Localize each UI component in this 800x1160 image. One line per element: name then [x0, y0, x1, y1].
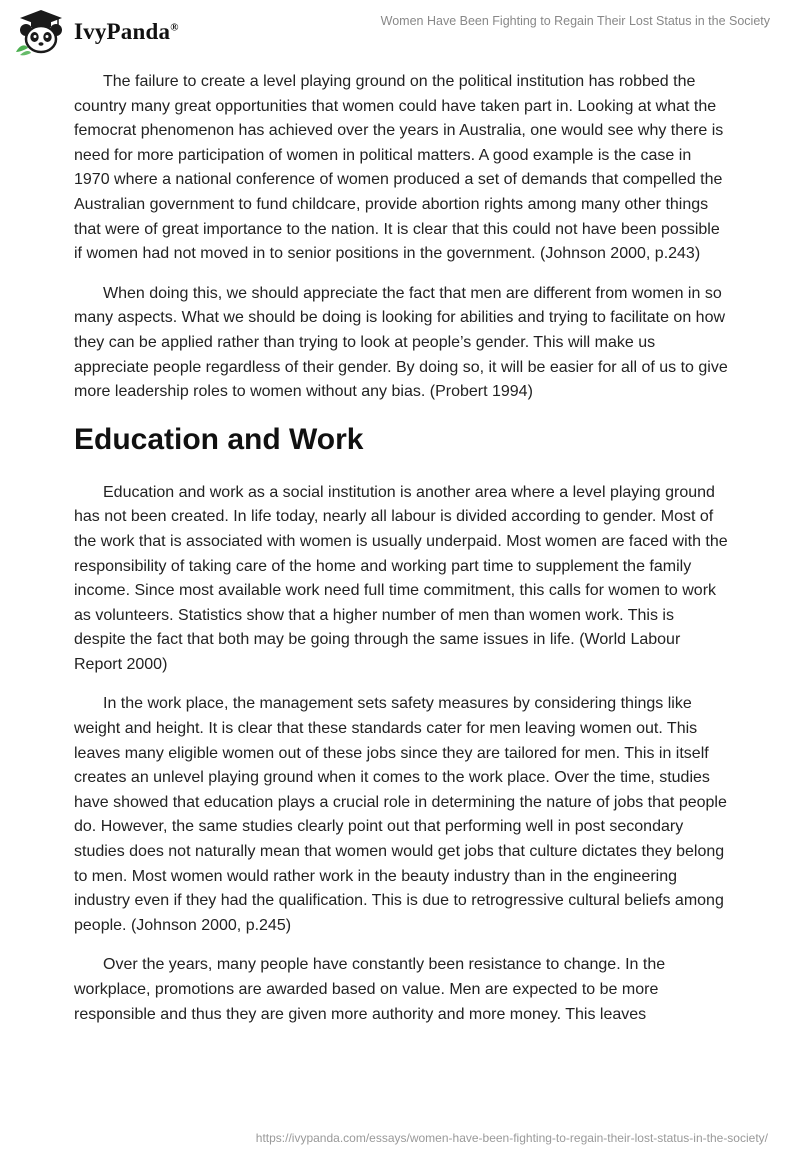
section-heading: Education and Work: [74, 422, 364, 456]
brand-name-text: IvyPanda: [74, 19, 171, 44]
panda-graduate-icon: [14, 8, 68, 56]
brand-logo[interactable]: [14, 8, 179, 56]
paragraph: Education and work as a social institution is another area where a level playing ground has not been created. In life today, nearly all labour is divided according to gender. Most of the work that is associated with women is usually underpaid. Most women are faced with the responsibility of taking care of the home and working part time to supplement the family income. Since most available work need full time commitment, this calls for women to work as volunteers. Statistics show that a higher number of men than women work. This is despite the fact that both may be going through the same issues in life. (World Labour Report 2000): [74, 483, 728, 673]
paragraph: The failure to create a level playing ground on the political institution has robbed the country many great opportunities that women could have taken part in. Looking at what the femocrat phenomenon has achieved over the years in Australia, one would see why there is need for more participation of women in political matters. A good example is the case in 1970 where a national conference of women produced a set of demands that compelled the Australian government to fund childcare, provide abortion rights among many other things that were of great importance to the nation. It is clear that this could not have been possible if women had not moved in to senior positions in the government. (Johnson 2000, p.243): [74, 73, 724, 263]
paragraph: In the work place, the management sets safety measures by considering things like weight and height. It is clear that these standards cater for men leaving women out. This leaves many eligible women out of these jobs since they are tailored for men. This in itself creates an unlevel playing ground when it comes to the work place. Over the time, studies have showed that education plays a crucial role in determining the nature of jobs that people do. However, the same studies clearly point out that performing well in post secondary studies does not naturally mean that women would get jobs that culture dictates they belong to men. Most women would rather work in the beauty industry than in the engineering industry even if they had the qualification. This is due to retrogressive cultural beliefs among people. (Johnson 2000, p.245): [74, 695, 727, 934]
page-header: [0, 0, 800, 60]
paragraph: Over the years, many people have constantly been resistance to change. In the workplace, promotions are awarded based on value. Men are expected to be more responsible and thus they are given more authority and more money. This leaves: [74, 956, 666, 1023]
source-url[interactable]: https://ivypanda.com/essays/women-have-been-fighting-to-regain-their-lost-status-in-the-society/: [255, 1131, 768, 1145]
paragraph: When doing this, we should appreciate the fact that men are different from women in so many aspects. What we should be doing is looking for abilities and trying to facilitate on how they can be applied rather than trying to look at people’s gender. This will make us appreciate people regardless of their gender. By doing so, it will be easier for all of us to give more leadership roles to women without any bias. (Probert 1994): [74, 284, 728, 401]
essay-content: [74, 70, 728, 1042]
document-title: Women Have Been Fighting to Regain Their Lost Status in the Society: [380, 14, 770, 28]
registered-mark: ®: [170, 21, 179, 34]
brand-name: [74, 19, 179, 45]
